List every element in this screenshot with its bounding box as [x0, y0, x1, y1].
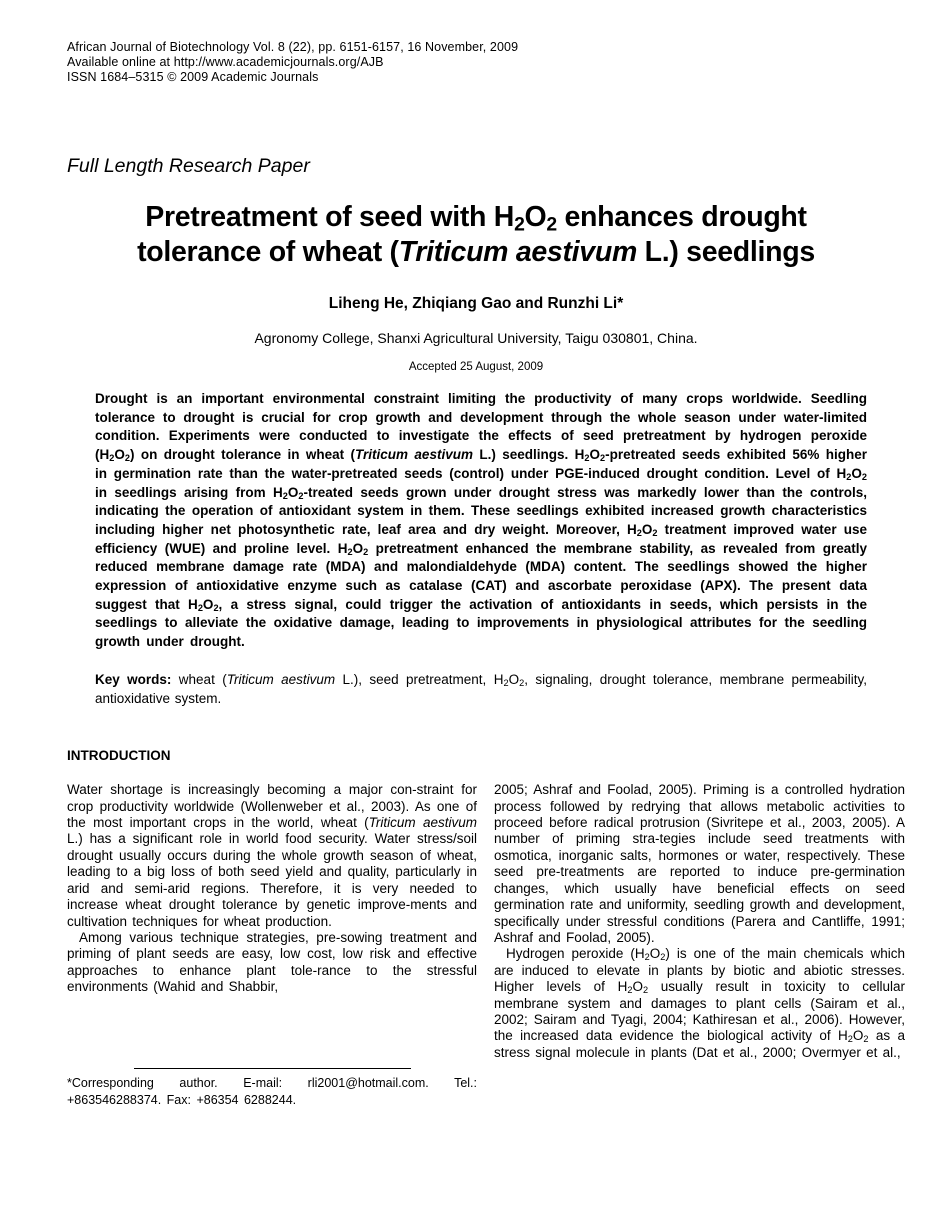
journal-url-line: Available online at http://www.academicjournals.org/AJB [67, 55, 384, 69]
intro-column-right [494, 782, 905, 1061]
journal-volume-line: African Journal of Biotechnology Vol. 8 (22), pp. 6151-6157, 16 November, 2009 [67, 40, 519, 54]
intro-column-left [67, 782, 477, 1108]
section-label: Full Length Research Paper [67, 155, 310, 177]
paper-title: Pretreatment of seed with $H_2O_2$ enhances drought tolerance of wheat (Triticum aestivum L.) seedlings [137, 201, 815, 268]
introduction-heading: INTRODUCTION [67, 748, 171, 764]
affiliation-line: Agronomy College, Shanxi Agricultural University, Taigu 030801, China. [254, 330, 698, 346]
intro-paragraph-4: Hydrogen peroxide $(H_2O_2)$ is one of the main chemicals which are induced to elevate in plants by biotic and abiotic stresses. Higher levels of $H_2O_2$ usually result in toxicity to cellular membrane system and damages to plant cells (Sairam et al., 2002; Sairam and Tyagi, 2004; Kathiresan et al., 2006). However, the increased data evidence the biological activity of $H_2O_2$ as a stress signal molecule in plants (Dat et al., 2000; Overmyer et al., [494, 946, 905, 1060]
journal-header [67, 40, 952, 85]
footnote-rule [134, 1068, 411, 1069]
footnote-text: *Corresponding author. E-mail: rli2001@hotmail.com. Tel.: +863546288374. Fax: +86354 6288244. [67, 1076, 477, 1107]
keywords-paragraph [95, 671, 867, 708]
abstract-paragraph: Drought is an important environmental constraint limiting the productivity of many crops worldwide. Seedling tolerance to drought is crucial for crop growth and development through the whole season under water-limited condition. Experiments were conducted to investigate the effects of seed pretreatment by hydrogen peroxide $(H_2O_2)$ on drought tolerance in wheat (Triticum aestivum L.) seedlings. $H_2O_2$-pretreated seeds exhibited 56% higher in germination rate than the water-pretreated seeds (control) under PGE-induced drought condition. Level of $H_2O_2$ in seedlings arising from $H_2O_2$-treated seeds grown under drought stress was markedly lower than the controls, indicating the operation of antioxidant system in them. These seedlings exhibited increased growth characteristics including higher net photosynthetic rate, leaf area and dry weight. Moreover, $H_2O_2$ treatment improved water use efficiency (WUE) and proline level. $H_2O_2$ pretreatment enhanced the membrane stability, as revealed from greatly reduced membrane damage rate (MDA) and malondialdehyde (MDA) content. The seedlings showed the higher expression of antioxidative enzyme such as catalase (CAT) and ascorbate peroxidase (APX). The present data suggest that $H_2O_2$, a stress signal, could trigger the activation of antioxidants in seeds, which persists in the seedlings to alleviate the oxidative damage, leading to improvements in physiological attributes for the seedling growth under drought. [95, 391, 868, 650]
authors-line: Liheng He, Zhiqiang Gao and Runzhi Li* [328, 295, 624, 312]
keywords-label: Key words: [95, 671, 172, 687]
intro-paragraph-1: Water shortage is increasingly becoming a major con-straint for crop productivity worldwide (Wollenweber et al., 2003). As one of the most important crops in the world, wheat (Triticum aestivum L.) has a significant role in world food security. Water stress/soil drought usually occurs during the whole growth season of wheat, leading to a big loss of both seed yield and quality, particularly in arid and semi-arid regions. Therefore, it is very needed to increase wheat drought tolerance by genetic improve-ments and cultivation techniques for wheat production. [67, 782, 478, 929]
introduction-columns [67, 782, 905, 1108]
intro-paragraph-3: 2005; Ashraf and Foolad, 2005). Priming is a controlled hydration process followed by redrying that allows metabolic activities to proceed before radical protrusion (Sivritepe et al., 2003, 2005). A number of priming stra-tegies include seed treatments with osmotica, inorganic salts, hormones or water, respectively. These seed pre-treatments are reported to induce pre-germination changes, which usually have beneficial effects on seed germination rate and uniformity, seedling growth and development, specifically under stressful conditions (Parera and Cantliffe, 1991; Ashraf and Foolad, 2005). [494, 782, 905, 945]
keywords-list: wheat (Triticum aestivum L.), seed pretreatment, $H_2O_2$, signaling, drought tolerance, membrane permeability, antioxidative system. [95, 671, 867, 706]
intro-paragraph-2: Among various technique strategies, pre-sowing treatment and priming of plant seeds are easy, low cost, low risk and effective approaches to enhance plant tole-rance to the stressful environments (Wahid and Shabbir, [67, 929, 477, 995]
journal-issn-line: ISSN 1684–5315 © 2009 Academic Journals [67, 70, 319, 84]
accepted-date: Accepted 25 August, 2009 [408, 361, 544, 373]
